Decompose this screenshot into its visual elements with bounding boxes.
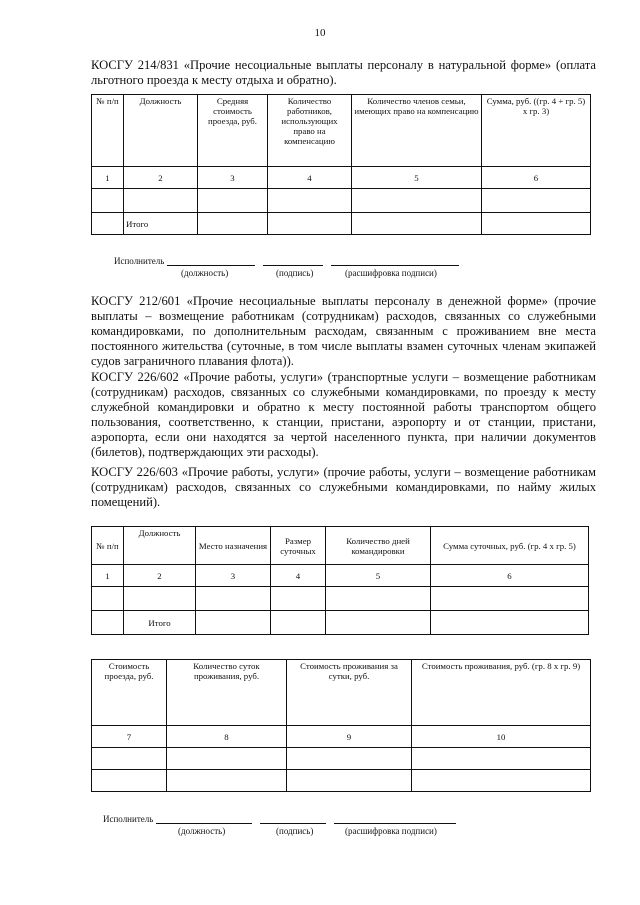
col-number-cell: 3 xyxy=(198,167,268,189)
table-cell xyxy=(92,611,124,635)
col-header-travel-cost: Стоимость проезда, руб. xyxy=(92,660,167,726)
decode-line xyxy=(331,256,459,266)
col-number-cell: 1 xyxy=(92,167,124,189)
col-header-per-diem-size: Размер суточных xyxy=(271,527,326,565)
col-header-per-diem-sum: Сумма суточных, руб. (гр. 4 х гр. 5) xyxy=(431,527,589,565)
sign-line xyxy=(260,814,326,824)
col-header-family-count: Количество членов семьи, имеющих право на компенсацию xyxy=(352,95,482,167)
table-row-total xyxy=(92,213,591,235)
table-cell xyxy=(412,770,591,792)
table-cell xyxy=(196,587,271,611)
table-header-row xyxy=(92,95,591,167)
table-cell xyxy=(124,587,196,611)
table-cell xyxy=(271,587,326,611)
table-cell xyxy=(352,189,482,213)
executor-label: Исполнитель xyxy=(103,814,154,824)
table-cell xyxy=(92,213,124,235)
table-cell xyxy=(167,770,287,792)
section1-heading: КОСГУ 214/831 «Прочие несоциальные выплаты персоналу в натуральной форме» (оплата льготного проезда к месту отдыха и обратно). xyxy=(91,58,596,87)
position-line xyxy=(167,256,255,266)
col-number-cell: 6 xyxy=(431,565,589,587)
paragraph-kosgu-226-603: КОСГУ 226/603 «Прочие работы, услуги» (прочие работы, услуги – возмещение работникам (сотрудникам) расходов, связанных со служебными командировками, по найму жилых помещений). xyxy=(91,465,596,509)
decode-line xyxy=(334,814,456,824)
table-cell xyxy=(268,189,352,213)
table-cell xyxy=(482,189,591,213)
signature-block xyxy=(103,814,456,824)
col-number-cell: 8 xyxy=(167,726,287,748)
table-cell xyxy=(167,748,287,770)
table-cell xyxy=(196,611,271,635)
table-row-empty xyxy=(92,770,591,792)
table-cell xyxy=(287,748,412,770)
col-header-accommodation-cost: Стоимость проживания, руб. (гр. 8 х гр. 9) xyxy=(412,660,591,726)
page-number: 10 xyxy=(314,27,326,39)
col-header-sum: Сумма, руб. ((гр. 4 + гр. 5) х гр. 3) xyxy=(482,95,591,167)
col-number-cell: 3 xyxy=(196,565,271,587)
position-line xyxy=(156,814,252,824)
col-number-cell: 6 xyxy=(482,167,591,189)
table-cell xyxy=(271,611,326,635)
table-cell xyxy=(431,587,589,611)
col-header-number: № п/п xyxy=(92,95,124,167)
table-cell xyxy=(326,611,431,635)
sign-caption: (подпись) xyxy=(276,826,314,836)
col-header-destination: Место назначения xyxy=(196,527,271,565)
position-caption: (должность) xyxy=(181,268,229,278)
col-header-number: № п/п xyxy=(92,527,124,565)
col-number-cell: 4 xyxy=(271,565,326,587)
col-number-cell: 4 xyxy=(268,167,352,189)
table-cell xyxy=(198,189,268,213)
col-number-cell: 9 xyxy=(287,726,412,748)
decode-caption: (расшифровка подписи) xyxy=(345,826,437,836)
total-label: Итого xyxy=(124,611,196,635)
signature-block xyxy=(114,256,459,266)
compensation-table xyxy=(91,94,591,235)
table-header-row xyxy=(92,660,591,726)
col-number-cell: 10 xyxy=(412,726,591,748)
table-cell xyxy=(412,748,591,770)
col-number-cell: 1 xyxy=(92,565,124,587)
table-cell xyxy=(287,770,412,792)
col-header-position: Должность xyxy=(124,95,198,167)
col-number-cell: 7 xyxy=(92,726,167,748)
position-caption: (должность) xyxy=(178,826,226,836)
total-label: Итого xyxy=(124,213,198,235)
decode-caption: (расшифровка подписи) xyxy=(345,268,437,278)
table-row-total xyxy=(92,611,589,635)
col-number-cell: 2 xyxy=(124,167,198,189)
table-cell xyxy=(92,189,124,213)
table-cell xyxy=(268,213,352,235)
col-header-position: Должность xyxy=(124,527,196,565)
paragraph-kosgu-226-602: КОСГУ 226/602 «Прочие работы, услуги» (транспортные услуги – возмещение работникам (сотрудникам) расходов, связанных со служебными командировками, по проезду к месту служебной командировки и обратно к месту постоянной работы транспортом общего пользования, соответственно, к станции, пристани, аэропорту и от станции, пристани, аэропорта, если они находятся за чертой населенного пункта, при наличии документов (билетов), подтверждающих эти расходы). xyxy=(91,370,596,459)
table-cell xyxy=(92,587,124,611)
table-row-numbers xyxy=(92,565,589,587)
paragraph-kosgu-212: КОСГУ 212/601 «Прочие несоциальные выплаты персоналу в денежной форме» (прочие выплаты – возмещение работникам (сотрудникам) расходов, связанных со служебными командировками, по дополнительным расходам, связанным с проживанием вне места постоянного жительства (суточные, в том числе выплаты взамен суточных членам экипажей судов заграничного плавания флота)). xyxy=(91,294,596,368)
col-number-cell: 5 xyxy=(352,167,482,189)
table-cell xyxy=(482,213,591,235)
col-header-days-count: Количество дней командировки xyxy=(326,527,431,565)
col-header-avg-cost: Средняя стоимость проезда, руб. xyxy=(198,95,268,167)
table-cell xyxy=(431,611,589,635)
table-cell xyxy=(352,213,482,235)
table-cell xyxy=(92,770,167,792)
table-cell xyxy=(124,189,198,213)
sign-caption: (подпись) xyxy=(276,268,314,278)
sign-line xyxy=(263,256,323,266)
col-header-nights-count: Количество суток проживания, руб. xyxy=(167,660,287,726)
table-cell xyxy=(92,748,167,770)
table-header-row xyxy=(92,527,589,565)
accommodation-table xyxy=(91,659,591,792)
table-cell xyxy=(198,213,268,235)
table-row-empty xyxy=(92,587,589,611)
table-row-numbers xyxy=(92,167,591,189)
table-row-numbers xyxy=(92,726,591,748)
table-row-empty xyxy=(92,189,591,213)
col-number-cell: 2 xyxy=(124,565,196,587)
col-header-workers-count: Количество работников, использующих право на компенсацию xyxy=(268,95,352,167)
col-header-cost-per-night: Стоимость проживания за сутки, руб. xyxy=(287,660,412,726)
table-cell xyxy=(326,587,431,611)
table-row-empty xyxy=(92,748,591,770)
per-diem-table xyxy=(91,526,589,635)
executor-label: Исполнитель xyxy=(114,256,165,266)
col-number-cell: 5 xyxy=(326,565,431,587)
